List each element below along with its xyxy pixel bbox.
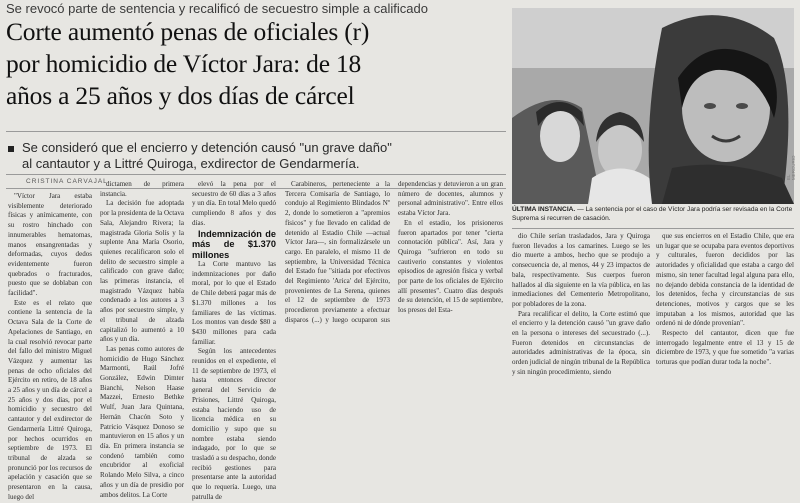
body-paragraph: Carabineros, perteneciente a la Tercera Comisaría de Santiago, lo condujo al Regimiento Blindados Nº 2, donde lo sometieron a "apremios físicos" y fue llevado en calidad de detenido al Estadio Chile —actual Víctor Jara—, sin formalizársele un cargo. En paralelo, el mismo 11 de septiembre, la Universidad Técnica del Estado fue "sitiada por efectivos del Regimiento 'Arica' del Ejército, provenientes de La Serena, quienes el 12 de septiembre de 1973 procedieron previamente a efectuar disparos (...) y luego ocuparon sus dependencias y detuvieron a un gran número de docentes, alumnos y personal administrativo". Entre ellos estaba Víctor Jara. — [285, 180, 503, 324]
deck-line-2: al cantautor y a Littré Quiroga, exdirector de Gendarmería. — [22, 156, 360, 171]
headline-divider — [6, 131, 506, 132]
article-headline — [6, 16, 498, 112]
caption-label: ÚLTIMA INSTANCIA. — [512, 206, 576, 213]
body-paragraph: Según los antecedentes reunidos en el expediente, el 11 de septiembre de 1973, el hasta entonces director general del Servicio de Prisiones, Littré Quiroga, estaba haciendo uso de licencia médica en su domicilio y supo que su nombre estaba siendo indagado, por lo que se trasladó a su despacho, donde recibió gestiones para presentarse ante la autoridad que lo requería. Luego, una patrulla de — [192, 347, 276, 501]
article-photo — [512, 8, 794, 204]
body-paragraph: La Corte mantuvo las indemnizaciones por daño moral, por lo que el Estado de Chile deberá pagar más de $1.370 millones a los familiares de las víctimas. Los montos van desde $80 a $430 millones para cada familiar. — [192, 260, 276, 346]
body-paragraph: dictamen de primera instancia. — [100, 180, 184, 198]
body-column-2 — [100, 180, 184, 499]
deck-line-1: Se consideró que el encierro y detención causó "un grave daño" — [22, 140, 392, 155]
photo-caption — [512, 206, 794, 223]
body-paragraph: Las penas como autores de homicidio de Hugo Sánchez Marmonti, Raúl Jofré González, Edwin Dimter Bianchi, Nelson Haase Mazzei, Ernesto Bethke Wulf, Juan Jara Quintana, Hernán Chacón Soto y Patricio Vásquez Donoso se mantuvieron en 15 años y un día. En primera instancia se condenó también como encubridor al exoficial Rolando Melo Silva, a cinco años y un día de presidio por ambos delitos. La Corte — [100, 344, 184, 499]
body-paragraph: En el estadio, los prisioneros fueron apartados por tener "cierta connotación pública". Así, Jara y Quiroga "sufrieron en todo su cautiverio constantes y violentos episodios de agresión física y verbal por parte de los oficiales de Ejército allí presentes". Cuatro días después de su detención, el 15 de septiembre, los presos del Esta- — [398, 218, 503, 315]
photo-illustration — [512, 8, 794, 204]
body-column-1 — [8, 192, 92, 501]
caption-text: — La sentencia por el caso de Víctor Jara podría ser revisada en la Corte Suprema si recurren de casación. — [512, 206, 793, 222]
photo-credit: EL MERCURIO — [786, 155, 796, 180]
article-kicker: Se revocó parte de sentencia y recalificó de secuestro simple a calificado — [6, 1, 428, 16]
body-paragraph: Respecto del cantautor, dicen que fue interrogado legalmente entre el 13 y 15 de diciembre de 1973, y que fue sometido "a varias torturas que podían durar toda la noche". — [656, 329, 794, 367]
body-paragraph: elevó la pena por el secuestro de 60 días a 3 años y un día. En total Melo quedó cumpliendo 8 años y dos días. — [192, 180, 276, 227]
caption-divider — [512, 228, 794, 229]
headline-line-2: por homicidio de Víctor Jara: de 18 — [6, 49, 362, 78]
byline: CRISTINA CARVAJAL — [26, 178, 108, 185]
body-paragraph: que sus encierros en el Estadio Chile, que era un lugar que se ocupaba para eventos deportivos y culturales, fueron decididos por las autoridades y oficialidad que estaba a cargo del mismo, sin tener facultad legal alguna para ello, no dejando debida constancia de la identidad de los detenidos, fecha y circunstancias de sus detenciones, motivos y cargos que se les imputaban a los mismos, autoridad que las ordenó ni de dónde provenían". — [656, 232, 794, 328]
body-paragraph: La decisión fue adoptada por la presidenta de la Octava Sala, Alejandro Rivera; la magistrada Gloria Solís y la suplente Ana María Osorio, quienes recalificaron solo el delito de secuestro simple a calificado con grave daño; las primeras instancia, el magistrado Vázquez había condenado a los autores a 3 años por secuestro simple, y el tribunal de alzada capitalizó lo aumentó a 10 años y un día. — [100, 199, 184, 344]
body-paragraph: Para recalificar el delito, la Corte estimó que el encierro y la detención causó "un grave daño en la persona o intereses del secuestrado (...). Fueron detenidos en circunstancias de autoridades administrativas de la época, sin orden judicial de ningún tribunal de la República y sin ningún procedimiento, siendo — [512, 309, 650, 376]
deck-bullet — [8, 146, 14, 152]
subhead: Indemnización de más de $1.370 millones — [192, 228, 276, 260]
body-paragraph: Este es el relato que contiene la sentencia de la Octava Sala de la Corte de Apelaciones de Santiago, en la cual resolvió revocar parte del fallo del ministro Miguel Vázquez y aumentar las penas de ocho oficiales del Ejército en retiro, de 18 años a 25 años y un día de cárcel a 25 años y dos días, por el homicidio y secuestro del cantautor y del exdirector de Gendarmería Littré Quiroga, por hechos ocurridos en septiembre de 1973. El tribunal de alzada se pronunció por los recursos de apelación y casación que se presentaron en la causa, luego del — [8, 298, 92, 501]
body-column-6 — [656, 232, 794, 432]
deck-divider — [6, 174, 506, 175]
headline-line-1: Corte aumentó penas de oficiales (r) — [6, 17, 370, 46]
body-column-5 — [512, 232, 650, 432]
body-column-3 — [192, 180, 276, 501]
body-paragraph: "Víctor Jara estaba visiblemente deteriorado físicas y anímicamente, con su rostro hinchado con innumerables hematomas, manos ensangrentadas y deformadas, cuyos dedos evidentemente fueron quebrados o fracturados, puesto que se doblaban con facilidad". — [8, 192, 92, 298]
body-paragraph: dio Chile serían trasladados, Jara y Quiroga fueron llevados a los camarines. Luego se les dio muerte a ambos, hecho que se produjo a consecuencia de, al menos, 44 y 23 impactos de bala, respectivamente. Sus cuerpos fueron hallados al día siguiente en la vía pública, en las inmediaciones del Cementerio Metropolitano, por pobladores de la zona. — [512, 232, 650, 308]
body-column-4 — [285, 180, 503, 432]
article-deck — [22, 140, 522, 172]
headline-line-3: años a 25 años y dos días de cárcel — [6, 81, 355, 110]
